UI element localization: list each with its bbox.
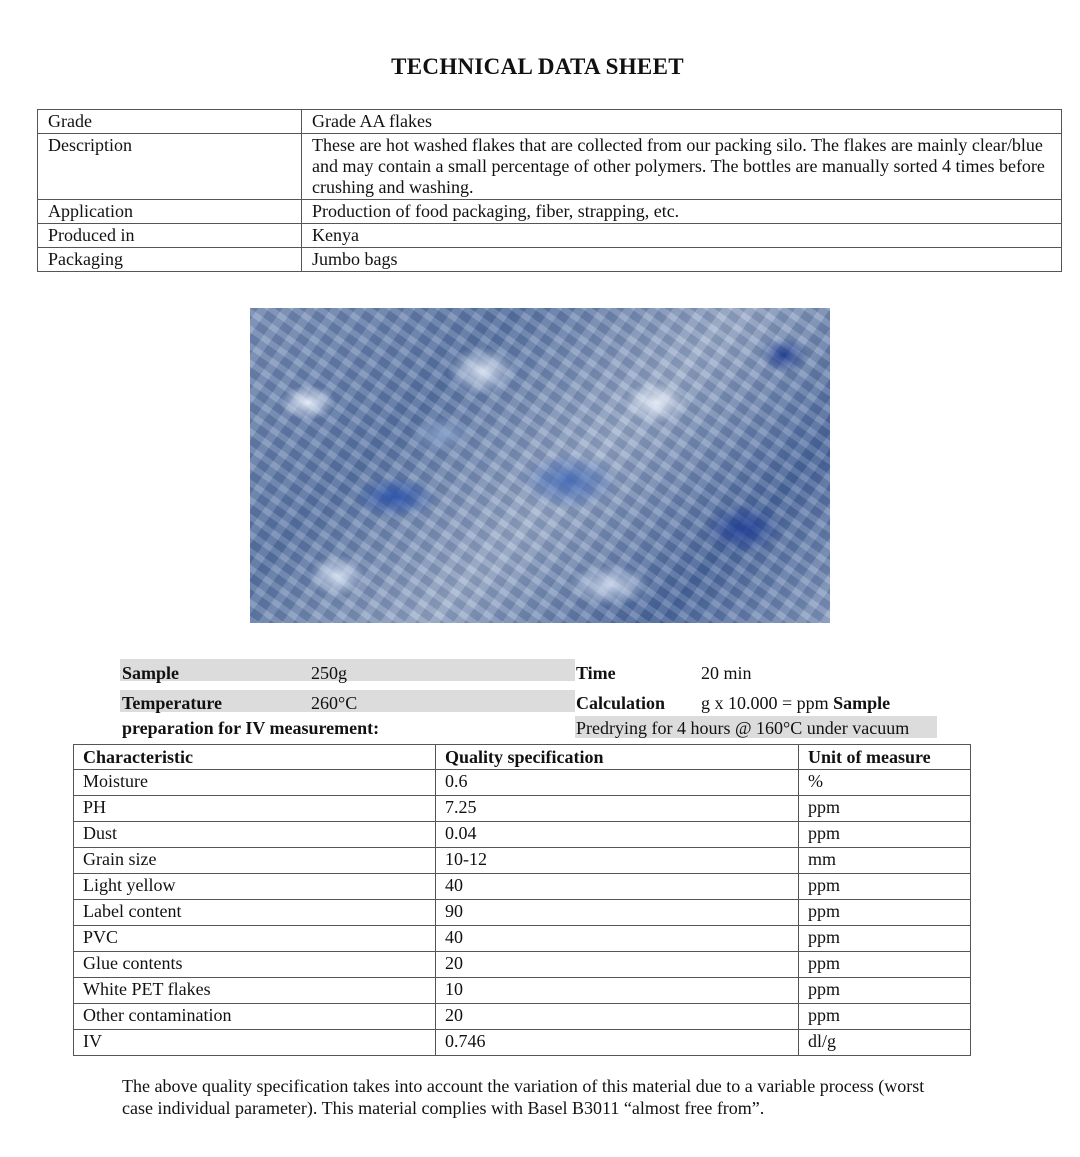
specification-cell: 0.04 xyxy=(436,822,799,848)
unit-cell: ppm xyxy=(799,900,971,926)
info-row-grade xyxy=(38,110,1062,134)
sample-prep-label-a: Sample xyxy=(833,693,891,713)
info-row-application xyxy=(38,200,1062,224)
sample-value: 250g xyxy=(311,663,347,683)
sample-prep-value: Predrying for 4 hours @ 160°C under vacuum xyxy=(576,718,910,738)
specification-cell: 10-12 xyxy=(436,848,799,874)
specification-cell: 40 xyxy=(436,874,799,900)
info-value: Production of food packaging, fiber, strapping, etc. xyxy=(302,200,1062,224)
table-row xyxy=(74,796,971,822)
info-value: Kenya xyxy=(302,224,1062,248)
header-unit-of-measure: Unit of measure xyxy=(799,745,971,770)
info-value: Grade AA flakes xyxy=(302,110,1062,134)
product-info-table xyxy=(37,109,1062,272)
shade-band xyxy=(120,659,575,681)
characteristic-cell: Light yellow xyxy=(74,874,436,900)
table-row xyxy=(74,900,971,926)
spec-header-row xyxy=(74,745,971,770)
characteristic-cell: Grain size xyxy=(74,848,436,874)
specification-cell: 20 xyxy=(436,952,799,978)
info-label: Application xyxy=(38,200,302,224)
specification-cell: 20 xyxy=(436,1004,799,1030)
info-value: Jumbo bags xyxy=(302,248,1062,272)
unit-cell: mm xyxy=(799,848,971,874)
info-label: Produced in xyxy=(38,224,302,248)
table-row xyxy=(74,1004,971,1030)
info-row-description xyxy=(38,134,1062,200)
info-label: Grade xyxy=(38,110,302,134)
characteristic-cell: White PET flakes xyxy=(74,978,436,1004)
unit-cell: ppm xyxy=(799,822,971,848)
calculation-label: Calculation xyxy=(576,693,666,713)
header-characteristic: Characteristic xyxy=(74,745,436,770)
characteristic-cell: Moisture xyxy=(74,770,436,796)
table-row xyxy=(74,874,971,900)
unit-cell: ppm xyxy=(799,926,971,952)
footer-note: The above quality specification takes into account the variation of this material due to a variable process (worst case individual parameter). This material complies with Basel B3011 “almost free from”. xyxy=(122,1076,925,1118)
document-title: TECHNICAL DATA SHEET xyxy=(391,54,684,79)
info-label: Packaging xyxy=(38,248,302,272)
calculation-value: g x 10.000 = ppm xyxy=(701,693,829,713)
characteristic-cell: PVC xyxy=(74,926,436,952)
table-row xyxy=(74,978,971,1004)
specification-cell: 7.25 xyxy=(436,796,799,822)
header-quality-specification: Quality specification xyxy=(436,745,799,770)
specification-cell: 0.746 xyxy=(436,1030,799,1056)
unit-cell: ppm xyxy=(799,952,971,978)
temperature-value: 260°C xyxy=(311,693,358,713)
table-row xyxy=(74,822,971,848)
unit-cell: ppm xyxy=(799,1004,971,1030)
table-row xyxy=(74,1030,971,1056)
info-row-produced-in xyxy=(38,224,1062,248)
unit-cell: ppm xyxy=(799,978,971,1004)
time-label: Time xyxy=(576,663,616,683)
unit-cell: ppm xyxy=(799,796,971,822)
characteristic-cell: Dust xyxy=(74,822,436,848)
characteristic-cell: Label content xyxy=(74,900,436,926)
table-row xyxy=(74,926,971,952)
specification-cell: 90 xyxy=(436,900,799,926)
unit-cell: % xyxy=(799,770,971,796)
characteristic-cell: IV xyxy=(74,1030,436,1056)
table-row xyxy=(74,848,971,874)
sample-prep-label-b: preparation for IV measurement: xyxy=(122,718,380,738)
specification-cell: 10 xyxy=(436,978,799,1004)
characteristic-cell: Other contamination xyxy=(74,1004,436,1030)
unit-cell: dl/g xyxy=(799,1030,971,1056)
info-value: These are hot washed flakes that are collected from our packing silo. The flakes are mainly clear/blue and may contain a small percentage of other polymers. The bottles are manually sorted 4 times before crushing and washing. xyxy=(302,134,1062,200)
sample-label: Sample xyxy=(122,663,180,683)
characteristic-cell: Glue contents xyxy=(74,952,436,978)
table-row xyxy=(74,952,971,978)
unit-cell: ppm xyxy=(799,874,971,900)
calculation-formula xyxy=(701,692,890,714)
info-row-packaging xyxy=(38,248,1062,272)
time-value: 20 min xyxy=(701,663,752,683)
specification-cell: 0.6 xyxy=(436,770,799,796)
pet-flakes-photo xyxy=(250,308,830,623)
temperature-label: Temperature xyxy=(122,693,222,713)
characteristic-cell: PH xyxy=(74,796,436,822)
table-row xyxy=(74,770,971,796)
info-label: Description xyxy=(38,134,302,200)
specification-cell: 40 xyxy=(436,926,799,952)
quality-spec-table xyxy=(73,744,971,1056)
